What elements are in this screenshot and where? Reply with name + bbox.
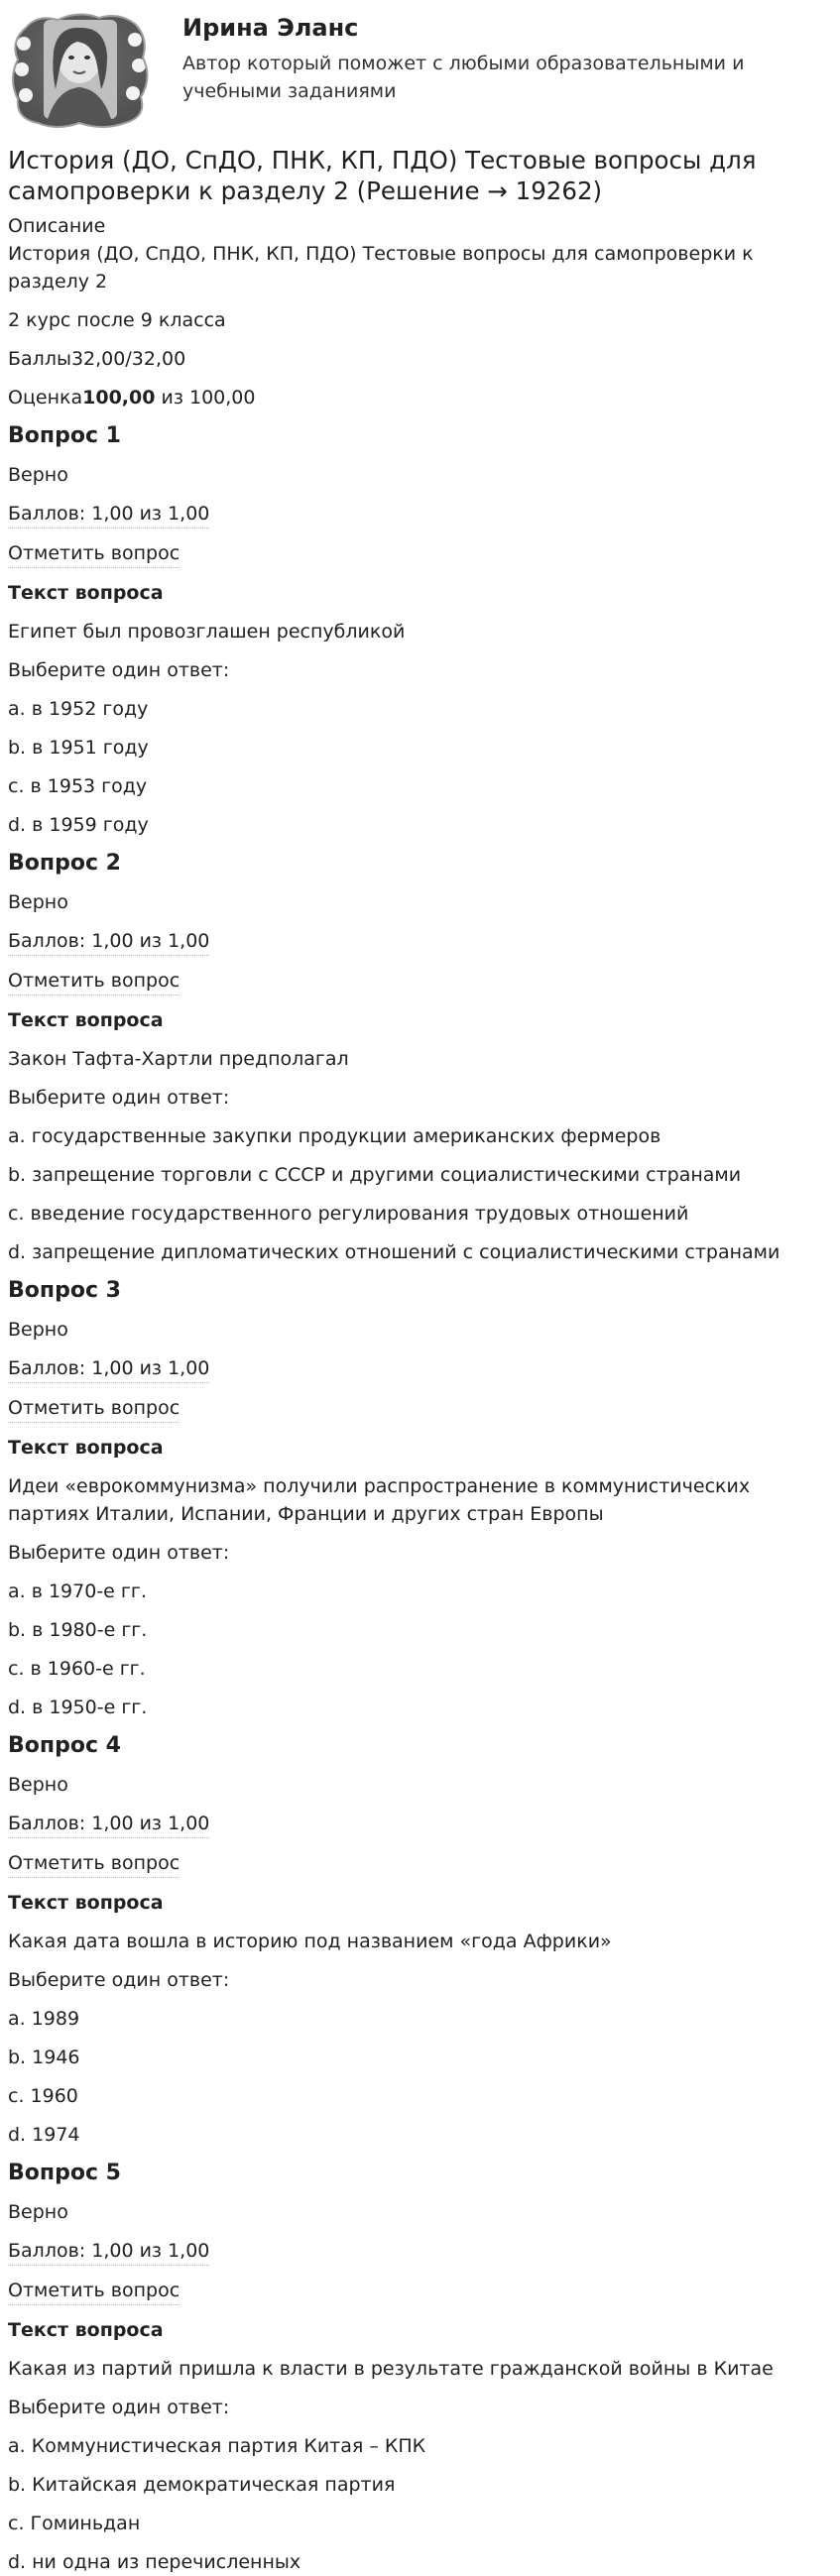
question-text-label: Текст вопроса [8, 582, 164, 604]
question-points: Баллов: 1,00 из 1,00 [8, 1810, 826, 1838]
score-line [8, 345, 826, 373]
answer-prompt: Выберите один ответ: [8, 659, 230, 681]
question-block [8, 1732, 826, 2149]
score-label: Баллы [8, 348, 71, 370]
course-info: 2 курс после 9 класса [8, 309, 226, 331]
author-avatar[interactable] [8, 8, 152, 129]
question-block [8, 850, 826, 1266]
answer-option[interactable]: c. в 1960-е гг. [8, 1658, 146, 1680]
score-value: 32,00/32,00 [70, 348, 186, 370]
question-text: Египет был провозглашен республикой [8, 621, 406, 643]
question-status: Верно [8, 2201, 68, 2223]
flag-question-link[interactable]: Отметить вопрос [8, 539, 826, 568]
question-text-label: Текст вопроса [8, 2319, 164, 2341]
answer-option[interactable]: b. запрещение торговли с СССР и другими социалистическими странами [8, 1164, 742, 1186]
question-text: Закон Тафта-Хартли предполагал [8, 1048, 349, 1070]
flag-question-link[interactable]: Отметить вопрос [8, 2277, 826, 2305]
question-heading: Вопрос 4 [8, 1733, 121, 1758]
question-block [8, 422, 826, 839]
question-text-label: Текст вопроса [8, 1892, 164, 1914]
answer-option[interactable]: d. 1974 [8, 2124, 80, 2146]
question-text: Какая из партий пришла к власти в результате гражданской войны в Китае [8, 2358, 774, 2380]
question-points: Баллов: 1,00 из 1,00 [8, 500, 826, 528]
question-heading: Вопрос 3 [8, 1278, 121, 1303]
answer-option[interactable]: d. в 1950-е гг. [8, 1697, 148, 1718]
answer-option[interactable]: a. Коммунистическая партия Китая – КПК [8, 2435, 426, 2457]
answer-prompt: Выберите один ответ: [8, 1087, 230, 1109]
author-card [8, 8, 831, 132]
question-points: Баллов: 1,00 из 1,00 [8, 2237, 826, 2266]
question-heading: Вопрос 5 [8, 2161, 121, 2185]
answer-option[interactable]: c. в 1953 году [8, 775, 148, 797]
description-text: История (ДО, СпДО, ПНК, КП, ПДО) Тестовые вопросы для самопроверки к разделу 2 [8, 243, 754, 293]
answer-option[interactable]: d. запрещение дипломатических отношений с социалистическими странами [8, 1241, 780, 1263]
answer-option[interactable]: c. Гоминьдан [8, 2513, 141, 2534]
answer-option[interactable]: a. государственные закупки продукции американских фермеров [8, 1125, 661, 1147]
answer-prompt: Выберите один ответ: [8, 2397, 230, 2418]
flag-question-link[interactable]: Отметить вопрос [8, 1394, 826, 1423]
author-name[interactable]: Ирина Эланс [182, 14, 359, 42]
question-status: Верно [8, 1319, 68, 1341]
flag-question-link[interactable]: Отметить вопрос [8, 1849, 826, 1878]
question-text: Какая дата вошла в историю под названием «года Африки» [8, 1931, 612, 1952]
answer-option[interactable]: a. в 1952 году [8, 698, 149, 720]
question-text-label: Текст вопроса [8, 1009, 164, 1031]
question-heading: Вопрос 1 [8, 423, 121, 448]
question-points: Баллов: 1,00 из 1,00 [8, 1354, 826, 1383]
flag-question-link[interactable]: Отметить вопрос [8, 967, 826, 995]
answer-option[interactable]: a. 1989 [8, 2008, 80, 2030]
answer-prompt: Выберите один ответ: [8, 1542, 230, 1564]
answer-option[interactable]: c. введение государственного регулирования трудовых отношений [8, 1203, 689, 1225]
answer-option[interactable]: b. в 1951 году [8, 737, 149, 759]
question-block [8, 2160, 826, 2576]
answer-option[interactable]: c. 1960 [8, 2085, 78, 2107]
question-status: Верно [8, 1774, 68, 1796]
grade-line [8, 384, 826, 411]
author-description: Автор который поможет с любыми образовательными и учебными заданиями [182, 53, 745, 102]
grade-suffix: из 100,00 [155, 387, 256, 409]
question-status: Верно [8, 891, 68, 913]
answer-option[interactable]: a. в 1970-е гг. [8, 1581, 147, 1602]
answer-option[interactable]: d. ни одна из перечисленных [8, 2551, 301, 2573]
answer-option[interactable]: b. 1946 [8, 2047, 80, 2068]
question-points: Баллов: 1,00 из 1,00 [8, 927, 826, 956]
answer-prompt: Выберите один ответ: [8, 1969, 230, 1991]
page-title: История (ДО, СпДО, ПНК, КП, ПДО) Тестовые вопросы для самопроверки к разделу 2 (Решение → 19262) [8, 146, 757, 205]
description-label: Описание [8, 215, 106, 237]
question-heading: Вопрос 2 [8, 851, 121, 876]
question-block [8, 1277, 826, 1721]
question-text: Идеи «еврокоммунизма» получили распространение в коммунистических партиях Италии, Испании, Франции и других стран Европы [8, 1475, 751, 1525]
grade-label: Оценка [8, 387, 83, 409]
grade-value: 100,00 [82, 387, 156, 409]
question-status: Верно [8, 464, 68, 486]
answer-option[interactable]: b. в 1980-е гг. [8, 1619, 148, 1641]
answer-option[interactable]: d. в 1959 году [8, 814, 149, 836]
document-body [8, 145, 826, 2576]
answer-option[interactable]: b. Китайская демократическая партия [8, 2474, 396, 2496]
question-text-label: Текст вопроса [8, 1437, 164, 1459]
